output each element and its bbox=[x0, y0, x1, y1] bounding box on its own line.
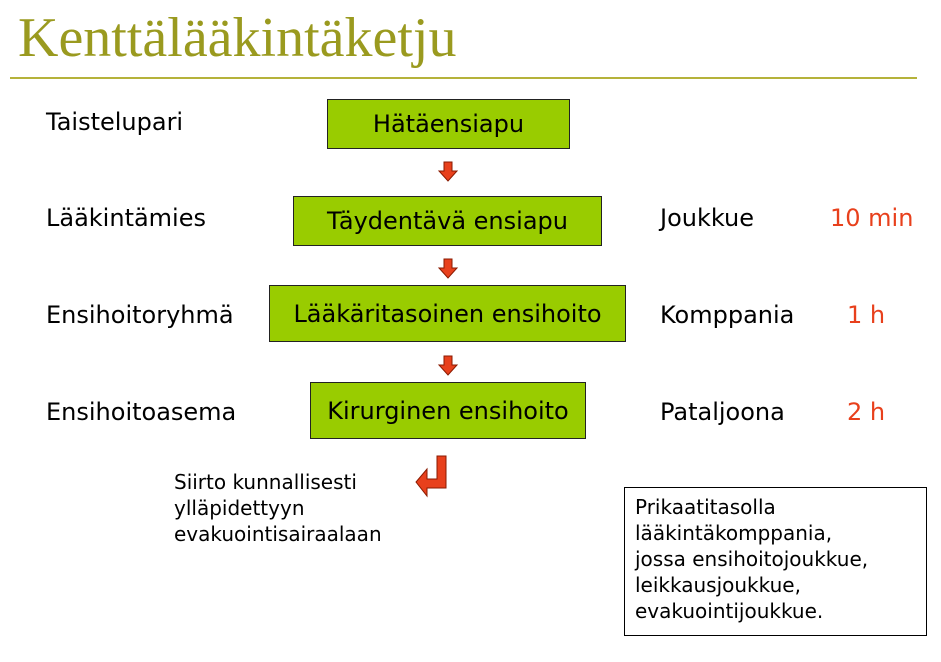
box-label: Lääkäritasoinen ensihoito bbox=[293, 299, 602, 328]
unit-label-komppania: Komppania bbox=[660, 301, 795, 329]
transfer-line: Siirto kunnallisesti bbox=[174, 470, 357, 494]
unit-label-joukkue: Joukkue bbox=[660, 204, 755, 232]
transfer-line: evakuointisairaalaan bbox=[174, 522, 382, 546]
brigade-note-box bbox=[624, 487, 927, 636]
time-value-2-h: 2 h bbox=[847, 398, 886, 426]
left-label-laakintamies: Lääkintämies bbox=[46, 204, 206, 232]
transfer-text bbox=[174, 469, 382, 547]
left-label-ensihoitoryhma: Ensihoitoryhmä bbox=[46, 301, 234, 329]
note-line: evakuointijoukkue. bbox=[635, 599, 824, 623]
box-kirurginen-ensihoito bbox=[310, 382, 586, 439]
box-label: Kirurginen ensihoito bbox=[327, 396, 569, 425]
turn-left-arrow-icon bbox=[415, 455, 449, 497]
box-label: Hätäensiapu bbox=[372, 110, 525, 138]
time-value-1-h: 1 h bbox=[847, 301, 886, 329]
note-line: lääkintäkomppania, bbox=[635, 521, 833, 545]
note-line: jossa ensihoitojoukkue, bbox=[635, 547, 869, 571]
note-line: Prikaatitasolla bbox=[635, 495, 776, 519]
box-taydentava-ensiapu bbox=[293, 196, 602, 246]
left-label-taistelupari: Taistelupari bbox=[46, 108, 184, 136]
down-arrow-icon bbox=[439, 259, 457, 279]
box-laakaritasoinen-ensihoito bbox=[269, 285, 626, 342]
note-line: leikkausjoukkue, bbox=[635, 573, 801, 597]
time-value-10-min: 10 min bbox=[830, 204, 914, 232]
box-label: Täydentävä ensiapu bbox=[327, 207, 568, 235]
down-arrow-icon bbox=[439, 356, 457, 376]
title-divider bbox=[10, 77, 917, 79]
box-hataensiapu bbox=[327, 99, 570, 149]
unit-label-pataljoona: Pataljoona bbox=[660, 398, 785, 426]
page-title: Kenttälääkintäketju bbox=[18, 7, 457, 69]
transfer-line: ylläpidettyyn bbox=[174, 496, 305, 520]
left-label-ensihoitoasema: Ensihoitoasema bbox=[46, 398, 237, 426]
down-arrow-icon bbox=[439, 162, 457, 182]
